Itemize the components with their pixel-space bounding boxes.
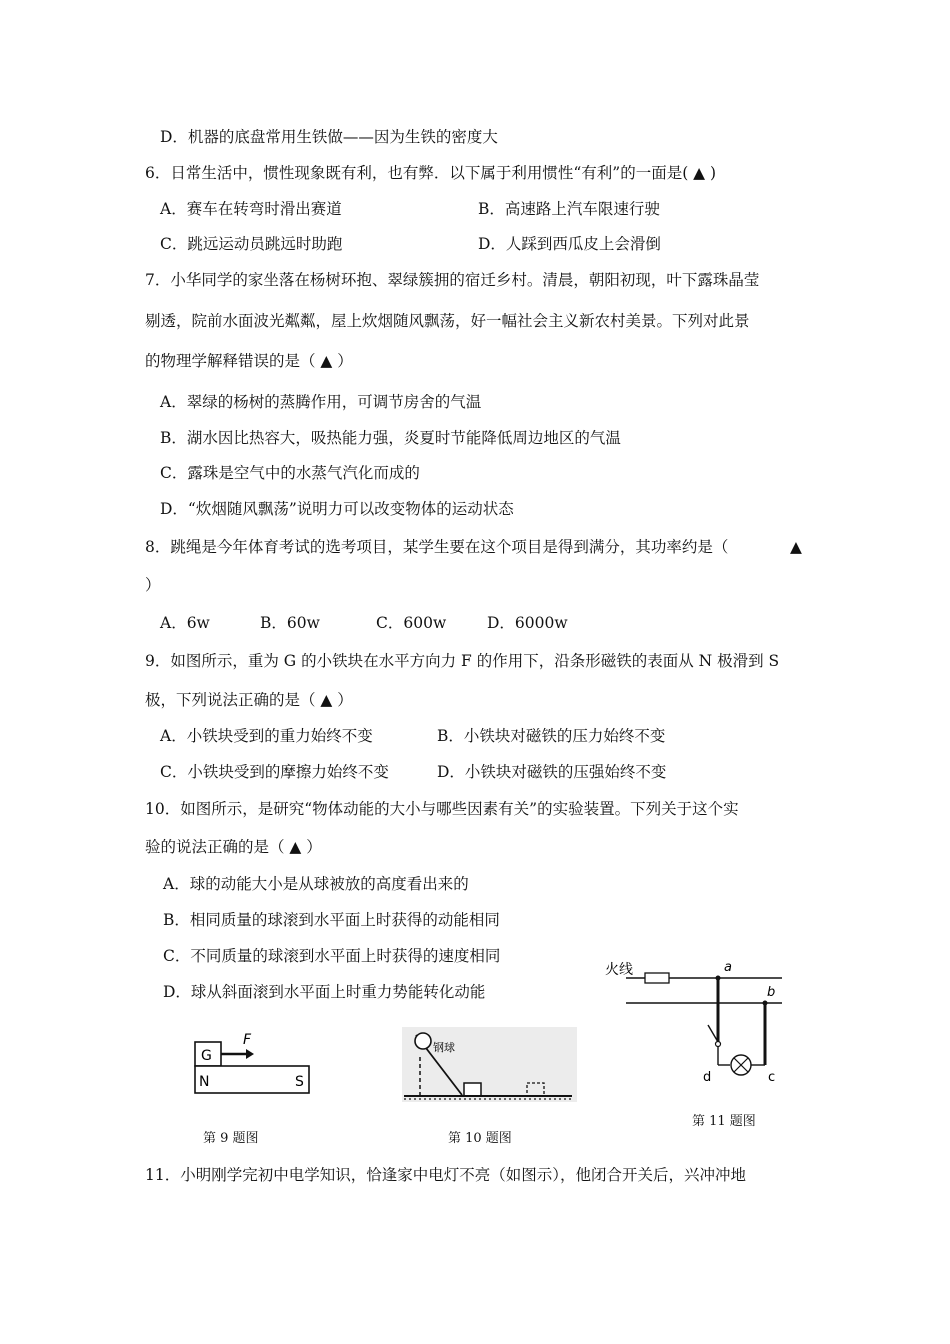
wooden-block xyxy=(464,1083,481,1096)
q6-option-b: B．高速路上汽车限速行驶 xyxy=(478,200,660,218)
q6-stem: 6．日常生活中，惯性现象既有利，也有弊．以下属于利用惯性“有利”的一面是( ▲ ) xyxy=(145,164,717,182)
q6-option-d: D．人踩到西瓜皮上会滑倒 xyxy=(478,235,661,253)
q7-stem-line3: 的物理学解释错误的是（ ▲ ） xyxy=(145,352,353,370)
q9-option-c: C．小铁块受到的摩擦力始终不变 xyxy=(160,763,389,781)
q8-option-d: D．6000w xyxy=(487,614,568,632)
figure-9-caption: 第 9 题图 xyxy=(203,1131,259,1146)
q8-stem-line2: ） xyxy=(145,576,161,594)
q8-option-c: C．600w xyxy=(376,614,447,632)
q7-option-b: B．湖水因比热容大，吸热能力强，炎夏时节能降低周边地区的气温 xyxy=(160,429,621,447)
force-arrow-head xyxy=(246,1049,254,1059)
q7-option-a: A．翠绿的杨树的蒸腾作用，可调节房舍的气温 xyxy=(160,393,482,411)
figure-10-caption: 第 10 题图 xyxy=(448,1131,512,1146)
figure-9 xyxy=(190,1028,320,1098)
q8-answer-triangle: ▲ xyxy=(790,538,802,556)
figure-11 xyxy=(602,955,792,1090)
node-c-label: c xyxy=(768,1070,776,1085)
q7-option-c: C．露珠是空气中的水蒸气汽化而成的 xyxy=(160,464,420,482)
fuse xyxy=(645,973,669,983)
q11-stem-line1: 11．小明刚学完初中电学知识，恰逢家中电灯不亮（如图示），他闭合开关后，兴冲冲地 xyxy=(145,1166,746,1184)
q8-stem-line1: 8．跳绳是今年体育考试的选考项目，某学生要在这个项目是得到满分，其功率约是（ xyxy=(145,538,729,556)
q8-option-b: B．60w xyxy=(260,614,320,632)
magnet-pole-s: S xyxy=(295,1074,304,1090)
q10-stem-line2: 验的说法正确的是（ ▲ ） xyxy=(145,838,322,856)
q10-option-a: A．球的动能大小是从球被放的高度看出来的 xyxy=(163,875,469,893)
q7-option-d: D．“炊烟随风飘荡”说明力可以改变物体的运动状态 xyxy=(160,500,514,518)
q6-option-a: A．赛车在转弯时滑出赛道 xyxy=(160,200,342,218)
magnet-pole-n: N xyxy=(199,1074,210,1090)
q10-stem-line1: 10．如图所示，是研究“物体动能的大小与哪些因素有关”的实验装置。下列关于这个实 xyxy=(145,800,739,818)
q8-option-a: A．6w xyxy=(160,614,210,632)
live-wire-label: 火线 xyxy=(605,962,633,978)
q9-option-a: A．小铁块受到的重力始终不变 xyxy=(160,727,373,745)
figure-10 xyxy=(402,1027,577,1102)
block-label-g: G xyxy=(201,1048,212,1064)
figure-11-caption: 第 11 题图 xyxy=(692,1114,756,1129)
q9-option-d: D．小铁块对磁铁的压强始终不变 xyxy=(437,763,667,781)
q6-option-c: C．跳远运动员跳远时助跑 xyxy=(160,235,343,253)
q7-stem-line1: 7．小华同学的家坐落在杨树环抱、翠绿簇拥的宿迁乡村。清晨，朝阳初现，叶下露珠晶莹 xyxy=(145,271,760,289)
q9-stem-line2: 极，下列说法正确的是（ ▲ ） xyxy=(145,691,353,709)
q9-stem-line1: 9．如图所示，重为 G 的小铁块在水平方向力 F 的作用下，沿条形磁铁的表面从 N 极滑到 S xyxy=(145,652,780,670)
node-d-label: d xyxy=(703,1070,712,1085)
switch-contact xyxy=(716,1042,721,1047)
bar-magnet xyxy=(195,1066,309,1093)
q10-option-c: C．不同质量的球滚到水平面上时获得的速度相同 xyxy=(163,947,501,965)
node-a-label: a xyxy=(724,960,732,975)
q5-option-d: D．机器的底盘常用生铁做——因为生铁的密度大 xyxy=(160,128,498,146)
ball-label: 钢球 xyxy=(433,1041,455,1054)
q10-option-d: D．球从斜面滚到水平面上时重力势能转化动能 xyxy=(163,983,486,1001)
steel-ball xyxy=(415,1033,431,1049)
force-label-f: F xyxy=(243,1032,252,1048)
q9-option-b: B．小铁块对磁铁的压力始终不变 xyxy=(437,727,666,745)
q7-stem-line2: 剔透，院前水面波光粼粼，屋上炊烟随风飘荡，好一幅社会主义新农村美景。下列对此景 xyxy=(145,312,750,330)
node-b-label: b xyxy=(767,985,776,1000)
q10-option-b: B．相同质量的球滚到水平面上时获得的动能相同 xyxy=(163,911,500,929)
